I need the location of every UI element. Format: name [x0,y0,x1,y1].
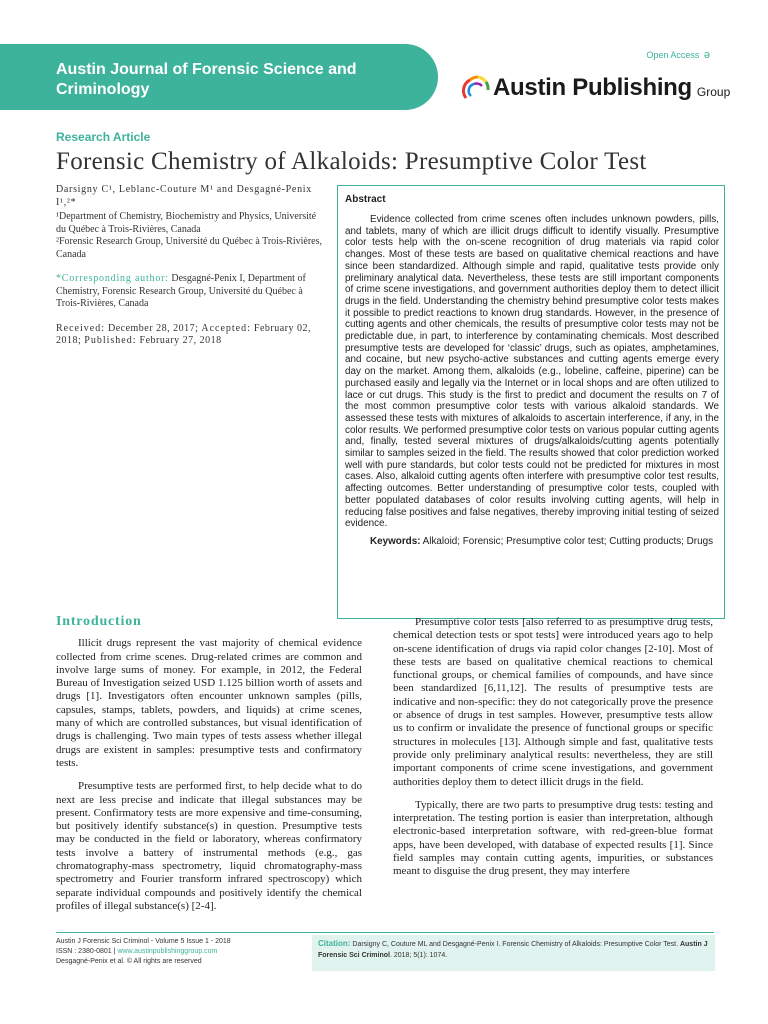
citation-text: Darsigny C, Couture ML and Desgagné-Penix I. Forensic Chemistry of Alkaloids: Presumptive Color Test. [350,941,680,948]
abstract-text: Evidence collected from crime scenes often includes unknown powders, pills, and tablets, many of which are illicit drugs difficult to identify visually. Presumptive color tests help with the on-scene recognition of drug materials via rapid color changes. Most of these tests are based on qualitative chemical reactions and have since been standardized. Although simple and rapid, qualitative tests provide only preliminary analytical data. Nevertheless, these tests are still important components of crime scene investigations, and government authorities deploy them to detect illicit drugs in the field. Understanding the chemistry behind presumptive color tests makes it possible to predict reactions to known drug standards. However, in the presence of cutting agents and other chemicals, the results of presumptive color tests may not be predictable due, in part, to interference by contaminating chemicals. Most described presumptive tests are developed for ‘classic’ drugs, such as opiates, amphetamines, and cocaine, but new psycho-active substances and cutting agents emerge every day on the market. Among them, alkaloids (e.g., lobeline, caffeine, piperine) can be purchased easily and legally via the Internet or in local shops and are often utilized to lace or cut drugs. This study is the first to predict and document the results on 7 of the most common presumptive color tests with various alkaloid standards. We assessed these tests with mixtures of alkaloids to ascertain interference, if any, in the color results. We performed presumptive color tests on various popular cutting agents and, finally, tested several mixtures of drugs/alkaloids/cutting agents potentially similar to samples seized in the field. The results showed that color prediction worked well with pure standards, but color tests could not be predicted for mixtures in most cases. Also, alkaloid cutting agents often interfere with presumptive color test results, affecting outcomes. Better understanding of presumptive color tests, coupled with better populated databases of color results involving cutting agents, will help in reducing false positives and false negatives, thereby improving initial testing of seized evidence. [345,214,719,530]
footer-issn-line: ISSN : 2380-0801 | www.austinpublishinggroup.com [56,948,218,955]
citation-journal: Austin J Forensic Sci Criminol [318,941,708,959]
article-title: Forensic Chemistry of Alkaloids: Presumptive Color Test [56,148,647,175]
publication-dates: Received: December 28, 2017; Accepted: February 02, 2018; Published: February 27, 2018 [56,322,312,346]
footer-volume: Austin J Forensic Sci Criminol - Volume 5 Issue 1 - 2018 [56,938,231,945]
citation-box [312,935,715,971]
paragraph: Presumptive tests are performed first, to help decide what to do next are less precise and indicate that illegal substances may be present. Confirmatory tests are more expensive and time-consuming, but positively identify substance(s) in question. Presumptive tests may be conducted in the field or laboratory, whereas confirmatory tests involve a battery of instrumental methods (e.g., gas chromatography-mass spectrometry, liquid chromatography-mass spectrometry and Fourier transform infrared spectroscopy) which separate individual compounds and positively identify the chemical profiles of illegal substance(s) [2-4]. [56,780,362,912]
footer-divider [56,932,714,933]
keywords-label: Keywords: [370,535,421,547]
body-column-left [56,615,362,923]
rainbow-arc-logo-icon [462,74,490,102]
corresponding-label: *Corresponding author: [56,273,169,284]
keywords-text: Alkaloid; Forensic; Presumptive color test; Cutting products; Drugs [420,535,714,547]
corresponding-text: Desgagné-Penix I, Department of Chemistry, Forensic Research Group, Université du Québec à Trois-Rivières, Canada [56,273,306,309]
open-access-badge [646,49,710,61]
paragraph: Illicit drugs represent the vast majority of chemical evidence collected from crime scenes. Drug-related crimes are common and involve large sums of money. For example, in 2012, the Federal Bureau of Investigation seized USD 1.125 billion worth of assets and drugs [1]. Investigators often encounter unknown samples (pills, capsules, stamps, tablets, powders, and liquids) at crime scenes, many of which are controlled substances, but visual identification of drugs is challenging. Two main types of tests assess whether illegal drugs are existent in samples: presumptive tests and confirmatory tests. [56,637,362,769]
publisher-suffix: Group [696,84,731,99]
affiliation-2: ²Forensic Research Group, Université du Québec à Trois-Rivières, Canada [56,236,322,260]
paragraph: Presumptive color tests [also referred to as presumptive drug tests, chemical detection tests or spot tests] were introduced years ago to help on-scene identification of drugs via rapid color changes [2-10]. Most of these tests are based on qualitative chemical reactions to chemical functional groups, or chemical families of compounds, and have since been standardized [6,11,12]. The results of presumptive tests are indicative and non-specific: they do not categorically prove the presence or absence of drugs in test samples. However, presumptive tests allow us to confirm or invalidate the presence of functional groups or specific structures in molecules [13]. Although simple and fast, qualitative tests provide only preliminary analytical results: nevertheless, they are still important components of crime scene investigations, and government authorities deploy them to detect illicit drugs in the field. [393,616,713,788]
citation-end: . 2018; 5(1): 1074. [389,952,448,959]
journal-title: Austin Journal of Forensic Science and Criminology [56,61,357,98]
footer-copyright: Desgagné-Penix et al. © All rights are reserved [56,958,202,965]
citation-label: Citation: [318,939,351,948]
publisher-logo [462,68,730,108]
publisher-name: Austin Publishing [493,74,692,101]
footer-journal-info [56,937,312,967]
author-list: Darsigny C¹, Leblanc-Couture M¹ and Desgagné-Penix I¹,²* [56,184,312,208]
corresponding-author [56,273,328,311]
open-lock-icon: ə [703,49,710,61]
keywords [345,536,719,548]
affiliation-1: ¹Department of Chemistry, Biochemistry and Physics, Université du Québec à Trois-Rivières, Canada [56,211,317,235]
open-access-label: Open Access [646,50,700,60]
author-info [56,184,328,348]
section-heading-introduction: Introduction [56,614,142,629]
footer-website-link[interactable]: www.austinpublishinggroup.com [117,948,218,955]
article-type: Research Article [56,130,151,144]
abstract-box [337,185,725,619]
abstract-heading: Abstract [345,194,386,205]
paragraph: Typically, there are two parts to presumptive drug tests: testing and interpretation. The testing portion is easier than interpretation, although electronic-based interpretation software, with red-green-blue format apps, have been developed, with database of expected results [1]. Since field samples may contain cutting agents, impurities, or substances meant to disguise the drug present, they may interfere [393,798,713,878]
body-column-right [393,616,713,889]
